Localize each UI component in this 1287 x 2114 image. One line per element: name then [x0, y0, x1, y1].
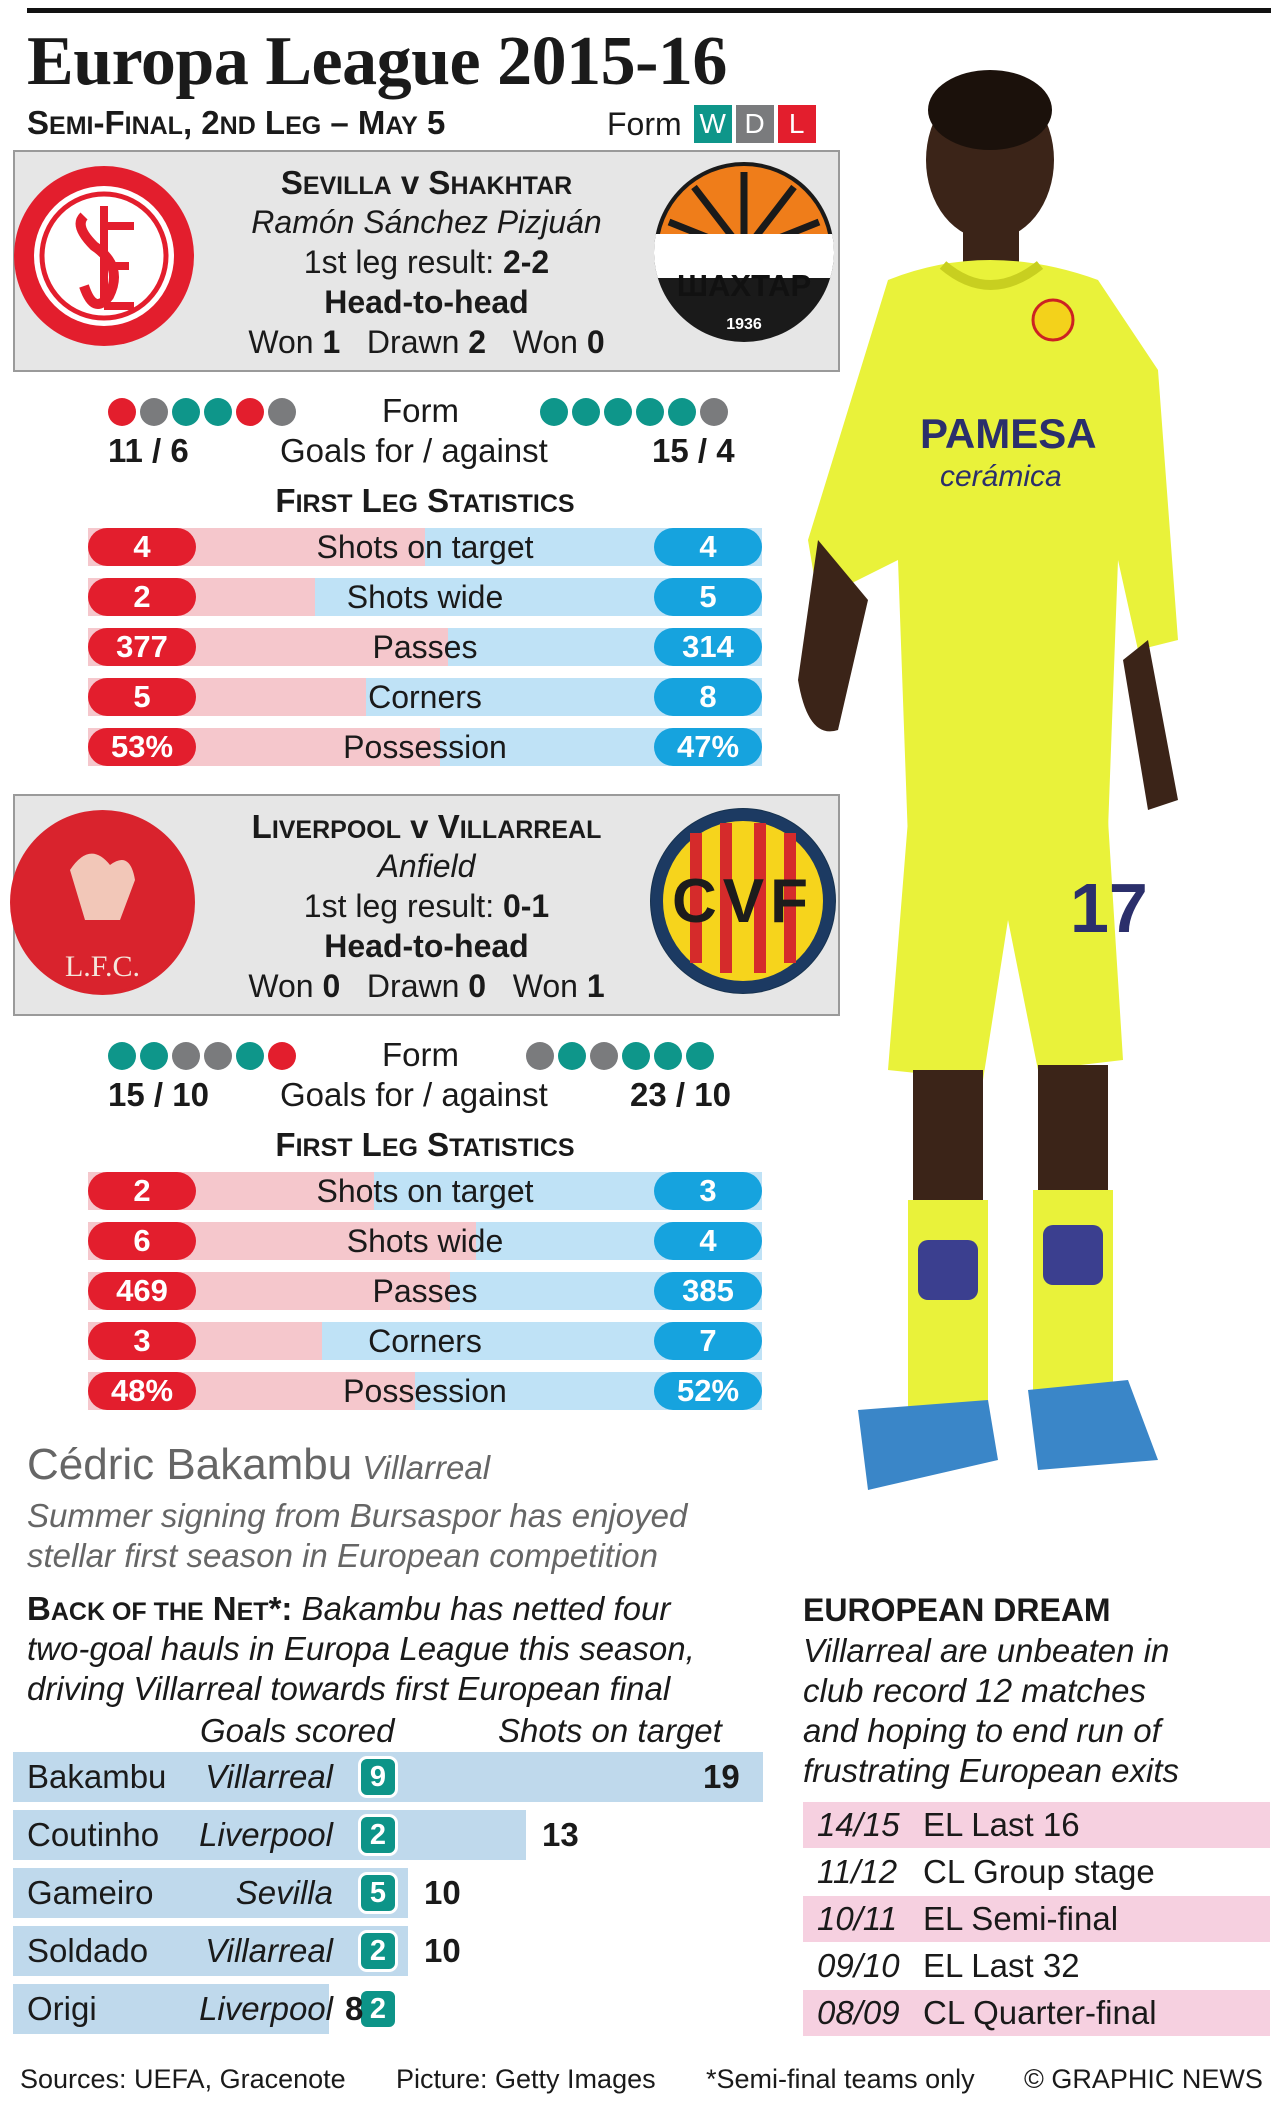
first-leg-stats-heading: FIRST LEG STATISTICS: [275, 1126, 575, 1163]
match-title: SEVILLA v SHAKHTAR: [280, 164, 573, 201]
page-subtitle: SEMI-FINAL, 2ND LEG – MAY 5: [27, 104, 446, 141]
form-dot: [268, 1042, 296, 1070]
page-title: Europa League 2015-16: [27, 23, 727, 100]
season-year: 10/11: [817, 1900, 898, 1937]
away-stat-value: 47%: [654, 728, 762, 766]
back-of-the-net-line2: two-goal hauls in Europa League this season,: [27, 1630, 695, 1667]
season-row: [803, 1849, 1270, 1895]
stat-row: [88, 678, 762, 716]
stat-label: Possession: [343, 1373, 507, 1409]
back-of-the-net-line1: BACK OF THE NET*: Bakambu has netted four: [27, 1590, 671, 1627]
form-dot: [108, 1042, 136, 1070]
season-year: 08/09: [817, 1994, 900, 2031]
stat-label: Shots on target: [316, 529, 534, 565]
sevilla-crest: [14, 166, 194, 346]
european-dream-line1: Villarreal are unbeaten in: [803, 1632, 1170, 1669]
scorer-row: [13, 1926, 773, 1976]
goals-scored-header: Goals scored: [200, 1712, 395, 1749]
player-description-line1: Summer signing from Bursaspor has enjoyed: [27, 1497, 688, 1534]
shakhtar-goals: 15 / 4: [652, 432, 735, 469]
season-result: EL Semi-final: [923, 1900, 1119, 1937]
match-venue: Anfield: [377, 848, 476, 884]
sevilla-goals: 11 / 6: [108, 432, 189, 469]
form-dot: [526, 1042, 554, 1070]
goals-badge: 2: [358, 1930, 398, 1972]
scorer-name: Bakambu: [27, 1758, 167, 1795]
away-stat-value: 314: [654, 628, 762, 666]
villarreal-form: [526, 1042, 714, 1070]
shakhtar-form: [540, 398, 728, 426]
first-leg-result: 1st leg result: 0-1: [303, 888, 550, 924]
season-row: [803, 1802, 1270, 1848]
form-dot: [636, 398, 664, 426]
home-stat-value: 377: [88, 628, 196, 666]
scorer-name: Soldado: [27, 1932, 149, 1969]
home-stat-value: 5: [88, 678, 196, 716]
form-dot: [668, 398, 696, 426]
villarreal-goals: 23 / 10: [630, 1076, 731, 1113]
form-dot: [700, 398, 728, 426]
match-title: LIVERPOOL v VILLARREAL: [251, 808, 602, 845]
season-row: [803, 1990, 1270, 2036]
season-row: [803, 1943, 1270, 1989]
goals-badge: 5: [358, 1872, 398, 1914]
footer-sources: Sources: UEFA, Gracenote: [20, 2064, 346, 2094]
season-year: 09/10: [817, 1947, 900, 1984]
stat-row: [88, 1372, 762, 1410]
match-venue: Ramón Sánchez Pizjuán: [251, 204, 602, 240]
form-legend-label: Form: [607, 105, 682, 142]
goals-label: Goals for / against: [280, 432, 548, 469]
scorer-club: Liverpool: [199, 1990, 333, 2027]
form-dot: [604, 398, 632, 426]
stat-row: [88, 528, 762, 566]
form-legend-win: W: [694, 105, 732, 143]
home-stat-value: 2: [88, 1172, 196, 1210]
player-name: Cédric Bakambu Villarreal: [27, 1440, 491, 1489]
head-to-head-label: Head-to-head: [324, 928, 529, 964]
shakhtar-crest: [654, 162, 834, 342]
shots-value: 10: [424, 1932, 461, 1969]
scorer-club: Liverpool: [199, 1816, 333, 1853]
stat-row: [88, 728, 762, 766]
home-stat-value: 53%: [88, 728, 196, 766]
european-dream-heading: EUROPEAN DREAM: [803, 1592, 1111, 1628]
top-rule: [27, 8, 1271, 13]
european-dream-line2: club record 12 matches: [803, 1672, 1147, 1709]
season-row: [803, 1896, 1270, 1942]
form-dot: [236, 398, 264, 426]
stat-label: Passes: [372, 629, 478, 665]
form-dot: [204, 398, 232, 426]
stat-label: Possession: [343, 729, 507, 765]
shots-value: 10: [424, 1874, 461, 1911]
shakhtar-crest-year: 1936: [726, 316, 762, 333]
form-dot: [686, 1042, 714, 1070]
season-year: 14/15: [817, 1806, 900, 1843]
away-stat-value: 4: [654, 1222, 762, 1260]
season-result: CL Quarter-final: [923, 1994, 1157, 2031]
form-dot: [654, 1042, 682, 1070]
footer-credit: © GRAPHIC NEWS: [1024, 2064, 1263, 2094]
stat-row: [88, 628, 762, 666]
footer-picture-credit: Picture: Getty Images: [396, 2064, 656, 2094]
liverpool-form: [108, 1042, 296, 1070]
sevilla-form: [108, 398, 296, 426]
scorer-row: [13, 1752, 773, 1802]
home-stat-value: 6: [88, 1222, 196, 1260]
form-dot: [140, 1042, 168, 1070]
scorer-club: Sevilla: [235, 1874, 333, 1911]
scorer-name: Origi: [27, 1990, 97, 2027]
scorer-row: [13, 1810, 773, 1860]
goals-label: Goals for / against: [280, 1076, 548, 1113]
form-label: Form: [382, 392, 459, 429]
stat-label: Passes: [372, 1273, 478, 1309]
stat-row: [88, 1272, 762, 1310]
form-dot: [572, 398, 600, 426]
form-dot: [140, 398, 168, 426]
footer-note: *Semi-final teams only: [706, 2064, 975, 2094]
stat-label: Shots wide: [346, 1223, 504, 1259]
stat-row: [88, 578, 762, 616]
european-dream-line3: and hoping to end run of: [803, 1712, 1161, 1749]
shirt-sponsor-sub: cerámica: [940, 460, 1062, 493]
player-club: Villarreal: [362, 1449, 491, 1486]
away-stat-value: 385: [654, 1272, 762, 1310]
villarreal-crest-text: CVF: [672, 867, 814, 936]
form-dot: [108, 398, 136, 426]
first-leg-stats-heading: FIRST LEG STATISTICS: [275, 482, 575, 519]
home-stat-value: 469: [88, 1272, 196, 1310]
player-description-line2: stellar first season in European competition: [27, 1537, 658, 1574]
scorer-row: [13, 1868, 773, 1918]
scorer-club: Villarreal: [205, 1758, 333, 1795]
away-stat-value: 8: [654, 678, 762, 716]
home-stat-value: 4: [88, 528, 196, 566]
form-dot: [540, 398, 568, 426]
shots-value: 19: [703, 1758, 740, 1795]
form-dot: [172, 1042, 200, 1070]
season-year: 11/12: [817, 1853, 898, 1890]
season-result: CL Group stage: [923, 1853, 1155, 1890]
home-stat-value: 48%: [88, 1372, 196, 1410]
liverpool-crest-text: L.F.C.: [64, 950, 141, 983]
scorer-club: Villarreal: [205, 1932, 333, 1969]
first-leg-result: 1st leg result: 2-2: [303, 244, 550, 280]
form-dot: [268, 398, 296, 426]
back-of-the-net-line3: driving Villarreal towards first European final: [27, 1670, 671, 1707]
european-dream-line4: frustrating European exits: [803, 1752, 1180, 1789]
shirt-number: 17: [1070, 869, 1148, 947]
goals-badge: 2: [358, 1814, 398, 1856]
scorer-name: Gameiro: [27, 1874, 154, 1911]
form-legend-draw: D: [736, 105, 774, 143]
shakhtar-crest-text: ШАХТАР: [676, 268, 812, 303]
shots-on-target-header: Shots on target: [498, 1712, 722, 1749]
away-stat-value: 5: [654, 578, 762, 616]
home-stat-value: 3: [88, 1322, 196, 1360]
form-dot: [590, 1042, 618, 1070]
stat-label: Corners: [368, 1323, 482, 1359]
stat-row: [88, 1322, 762, 1360]
stat-label: Corners: [368, 679, 482, 715]
form-label: Form: [382, 1036, 459, 1073]
shots-value: 13: [542, 1816, 579, 1853]
season-result: EL Last 32: [923, 1947, 1080, 1984]
home-stat-value: 2: [88, 578, 196, 616]
scorer-name: Coutinho: [27, 1816, 160, 1853]
stat-row: [88, 1172, 762, 1210]
scorer-row: [13, 1984, 773, 2034]
form-legend-loss: L: [778, 105, 816, 143]
form-dot: [236, 1042, 264, 1070]
away-stat-value: 52%: [654, 1372, 762, 1410]
goals-badge: 2: [358, 1988, 398, 2030]
head-to-head-label: Head-to-head: [324, 284, 529, 320]
stat-label: Shots on target: [316, 1173, 534, 1209]
stat-label: Shots wide: [346, 579, 504, 615]
liverpool-goals: 15 / 10: [108, 1076, 209, 1113]
away-stat-value: 3: [654, 1172, 762, 1210]
form-dot: [204, 1042, 232, 1070]
form-dot: [622, 1042, 650, 1070]
head-to-head-record: Won 0 Drawn 0 Won 1: [248, 968, 605, 1004]
away-stat-value: 7: [654, 1322, 762, 1360]
shirt-sponsor: PAMESA: [920, 410, 1097, 457]
form-dot: [172, 398, 200, 426]
shots-value: 8: [345, 1990, 364, 2027]
stat-row: [88, 1222, 762, 1260]
season-result: EL Last 16: [923, 1806, 1080, 1843]
away-stat-value: 4: [654, 528, 762, 566]
goals-badge: 9: [358, 1756, 398, 1798]
head-to-head-record: Won 1 Drawn 2 Won 0: [248, 324, 605, 360]
player-photo: [778, 40, 1278, 1560]
form-dot: [558, 1042, 586, 1070]
